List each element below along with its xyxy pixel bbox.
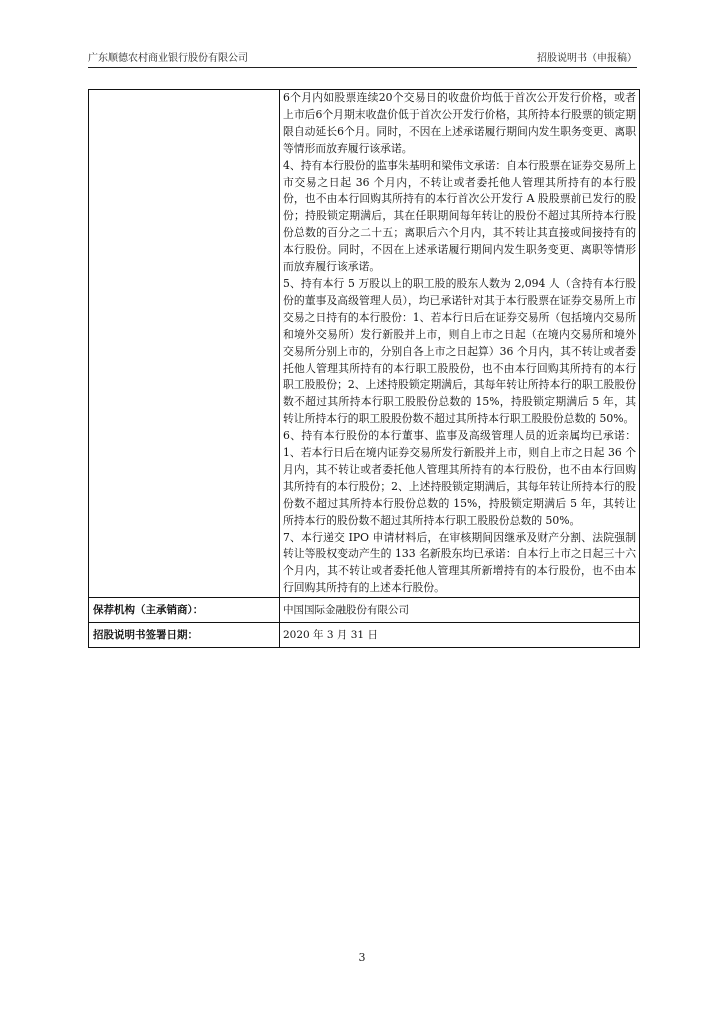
table-row-sponsor — [89, 598, 640, 623]
sponsor-label-cell — [89, 598, 280, 623]
signing-date-label-cell — [89, 623, 280, 648]
sponsor-value: 中国国际金融股份有限公司 — [283, 604, 409, 617]
signing-date-label: 招股说明书签署日期： — [93, 629, 198, 642]
empty-label-cell — [89, 90, 280, 598]
sponsor-value-cell — [280, 598, 640, 623]
page-number: 3 — [358, 951, 366, 964]
info-table — [88, 89, 640, 648]
table-row-commitments — [89, 90, 640, 598]
table-row-signing-date — [89, 623, 640, 648]
header-document-title: 招股说明书（申报稿） — [537, 53, 637, 64]
sponsor-label: 保荐机构（主承销商）： — [93, 604, 204, 617]
page-header — [88, 52, 637, 66]
signing-date-value-cell — [280, 623, 640, 648]
signing-date-value: 2020 年 3 月 31 日 — [283, 629, 378, 642]
commitments-text: 6个月内如股票连续20个交易日的收盘价均低于首次公开发行价格，或者上市后6个月期末收盘价低于首次公开发行价格，其所持本行股票的锁定期限自动延长6个月。同时，不因在上述承诺履行期间内发生职务变更、离职等情形而放弃履行该承诺。 4、持有本行股份的监事朱基明和梁伟文承诺：自本行股票在证券交易所上市交易之日起 36 个月内，不转让或者委托他人管理其所持有的本行股份，也不由本行回购其所持有的本行首次公开发行 A 股股票前已发行的股份；持股锁定期满后，其在任职期间每年转让的股份不超过其所持本行股份总数的百分之二十五；离职后六个月内，其不转让其直接或间接持有的本行股份。同时，不因在上述承诺履行期间内发生职务变更、离职等情形而放弃履行该承诺。 5、持有本行 5 万股以上的职工股的股东人数为 2,094 人（含持有本行股份的董事及高级管理人员），均已承诺针对其于本行股票在证券交易所上市交易之日持有的本行股份：1、若本行日后在证券交易所（包括境内交易所和境外交易所）发行新股并上市，则自上市之日起（在境内交易所和境外交易所分别上市的，分别自各上市之日起算）36 个月内，其不转让或者委托他人管理其所持有的本行职工股股份，也不由本行回购其所持有的本行职工股股份；2、上述持股锁定期满后，其每年转让所持本行的职工股股份数不超过其所持本行职工股股份总数的 15%，持股锁定期满后 5 年，其转让所持本行的职工股股份数不超过其所持本行职工股股份总数的 50%。 6、持有本行股份的本行董事、监事及高级管理人员的近亲属均已承诺：1、若本行日后在境内证券交易所发行新股并上市，则自上市之日起 36 个月内，其不转让或者委托他人管理其所持有的本行股份，也不由本行回购其所持有的本行股份；2、上述持股锁定期满后，其每年转让所持本行的股份数不超过其所持本行股份总数的 15%，持股锁定期满后 5 年，其转让所持本行的股份数不超过其所持本行职工股股份总数的 50%。 7、本行递交 IPO 申请材料后，在审核期间因继承及财产分割、法院强制转让等股权变动产生的 133 名新股东均已承诺：自本行上市之日起三十六个月内，其不转让或者委托他人管理其所新增持有的本行股份，也不由本行回购其所持有的上述本行股份。 — [283, 91, 636, 595]
commitments-cell — [280, 90, 640, 598]
header-company-name: 广东顺德农村商业银行股份有限公司 — [88, 53, 248, 64]
header-divider — [88, 67, 637, 68]
